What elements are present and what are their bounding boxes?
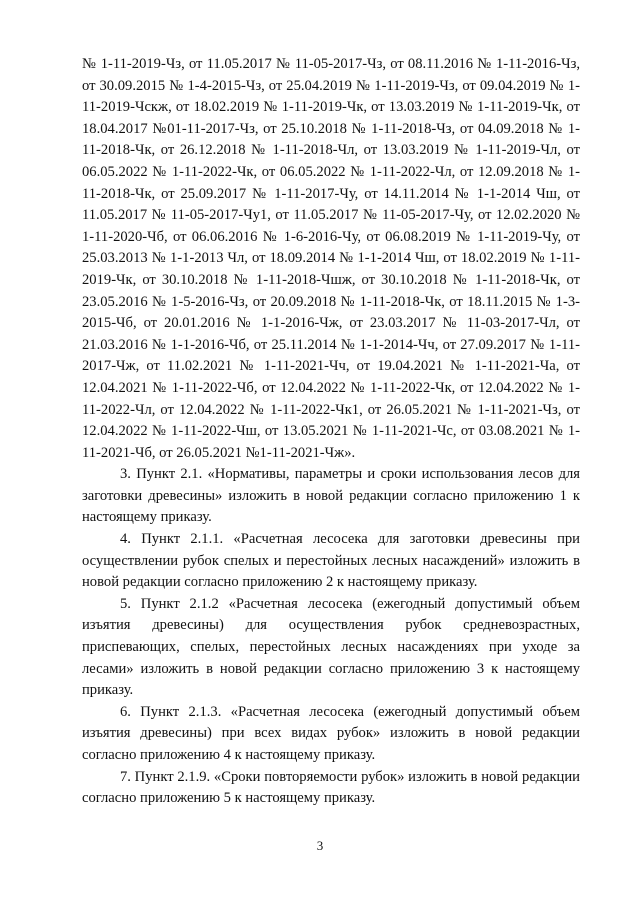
item-paragraph-4: 4. Пункт 2.1.1. «Расчетная лесосека для заготовки древесины при осуществлении рубок спелых и перестойных лесных насаждений» изложить в новой редакции согласно приложению 2 к настоящему приказу. bbox=[82, 531, 580, 591]
item-paragraph-7: 7. Пункт 2.1.9. «Сроки повторяемости рубок» изложить в новой редакции согласно приложению 5 к настоящему приказу. bbox=[82, 768, 580, 807]
item-paragraph-6: 6. Пункт 2.1.3. «Расчетная лесосека (ежегодный допустимый объем изъятия древесины) при всех видах рубок» изложить в новой редакции согласно приложению 4 к настоящему приказу. bbox=[82, 703, 580, 763]
item-paragraph-3: 3. Пункт 2.1. «Нормативы, параметры и сроки использования лесов для заготовки древесины» изложить в новой редакции согласно приложению 1 к настоящему приказу. bbox=[82, 466, 580, 526]
item-paragraph-5: 5. Пункт 2.1.2 «Расчетная лесосека (ежегодный допустимый объем изъятия древесины) для осуществления рубок средневозрастных, приспевающих, спелых, перестойных лесных насаждениях при уходе за лесами» изложить в новой редакции согласно приложению 3 к настоящему приказу. bbox=[82, 595, 580, 699]
page-number: 3 bbox=[316, 838, 324, 853]
lead-paragraph: № 1-11-2019-Чз, от 11.05.2017 № 11-05-2017-Чз, от 08.11.2016 № 1-11-2016-Чз, от 30.09.2015 № 1-4-2015-Чз, от 25.04.2019 № 1-11-2019-Чз, от 09.04.2019 № 1-11-2019-Чскж, от 18.02.2019 № 1-11-2019-Чк, от 13.03.2019 № 1-11-2019-Чк, от 18.04.2017 №01-11-2017-Чз, от 25.10.2018 № 1-11-2018-Чз, от 04.09.2018 № 1-11-2018-Чк, от 26.12.2018 № 1-11-2018-Чл, от 13.03.2019 № 1-11-2019-Чл, от 06.05.2022 № 1-11-2022-Чк, от 06.05.2022 № 1-11-2022-Чл, от 12.09.2018 № 1-11-2018-Чк, от 25.09.2017 № 1-11-2017-Чу, от 14.11.2014 № 1-1-2014 Чш, от 11.05.2017 № 11-05-2017-Чу1, от 11.05.2017 № 11-05-2017-Чу, от 12.02.2020 № 1-11-2020-Чб, от 06.06.2016 № 1-6-2016-Чу, от 06.08.2019 № 1-11-2019-Чу, от 25.03.2013 № 1-1-2013 Чл, от 18.09.2014 № 1-1-2014 Чш, от 18.02.2019 № 1-11-2019-Чк, от 30.10.2018 № 1-11-2018-Чшж, от 30.10.2018 № 1-11-2018-Чк, от 23.05.2016 № 1-5-2016-Чз, от 20.09.2018 № 1-11-2018-Чк, от 18.11.2015 № 1-3-2015-Чб, от 20.01.2016 № 1-1-2016-Чж, от 23.03.2017 № 11-03-2017-Чл, от 21.03.2016 № 1-1-2016-Чб, от 25.11.2014 № 1-1-2014-Чч, от 27.09.2017 № 1-11-2017-Чж, от 11.02.2021 № 1-11-2021-Чч, от 19.04.2021 № 1-11-2021-Ча, от 12.04.2021 № 1-11-2022-Чб, от 12.04.2022 № 1-11-2022-Чк, от 12.04.2022 № 1-11-2022-Чл, от 12.04.2022 № 1-11-2022-Чк1, от 26.05.2021 № 1-11-2021-Чз, от 12.04.2022 № 1-11-2022-Чш, от 13.05.2021 № 1-11-2021-Чс, от 03.08.2021 № 1-11-2021-Чб, от 26.05.2021 №1-11-2021-Чж». bbox=[82, 56, 580, 461]
